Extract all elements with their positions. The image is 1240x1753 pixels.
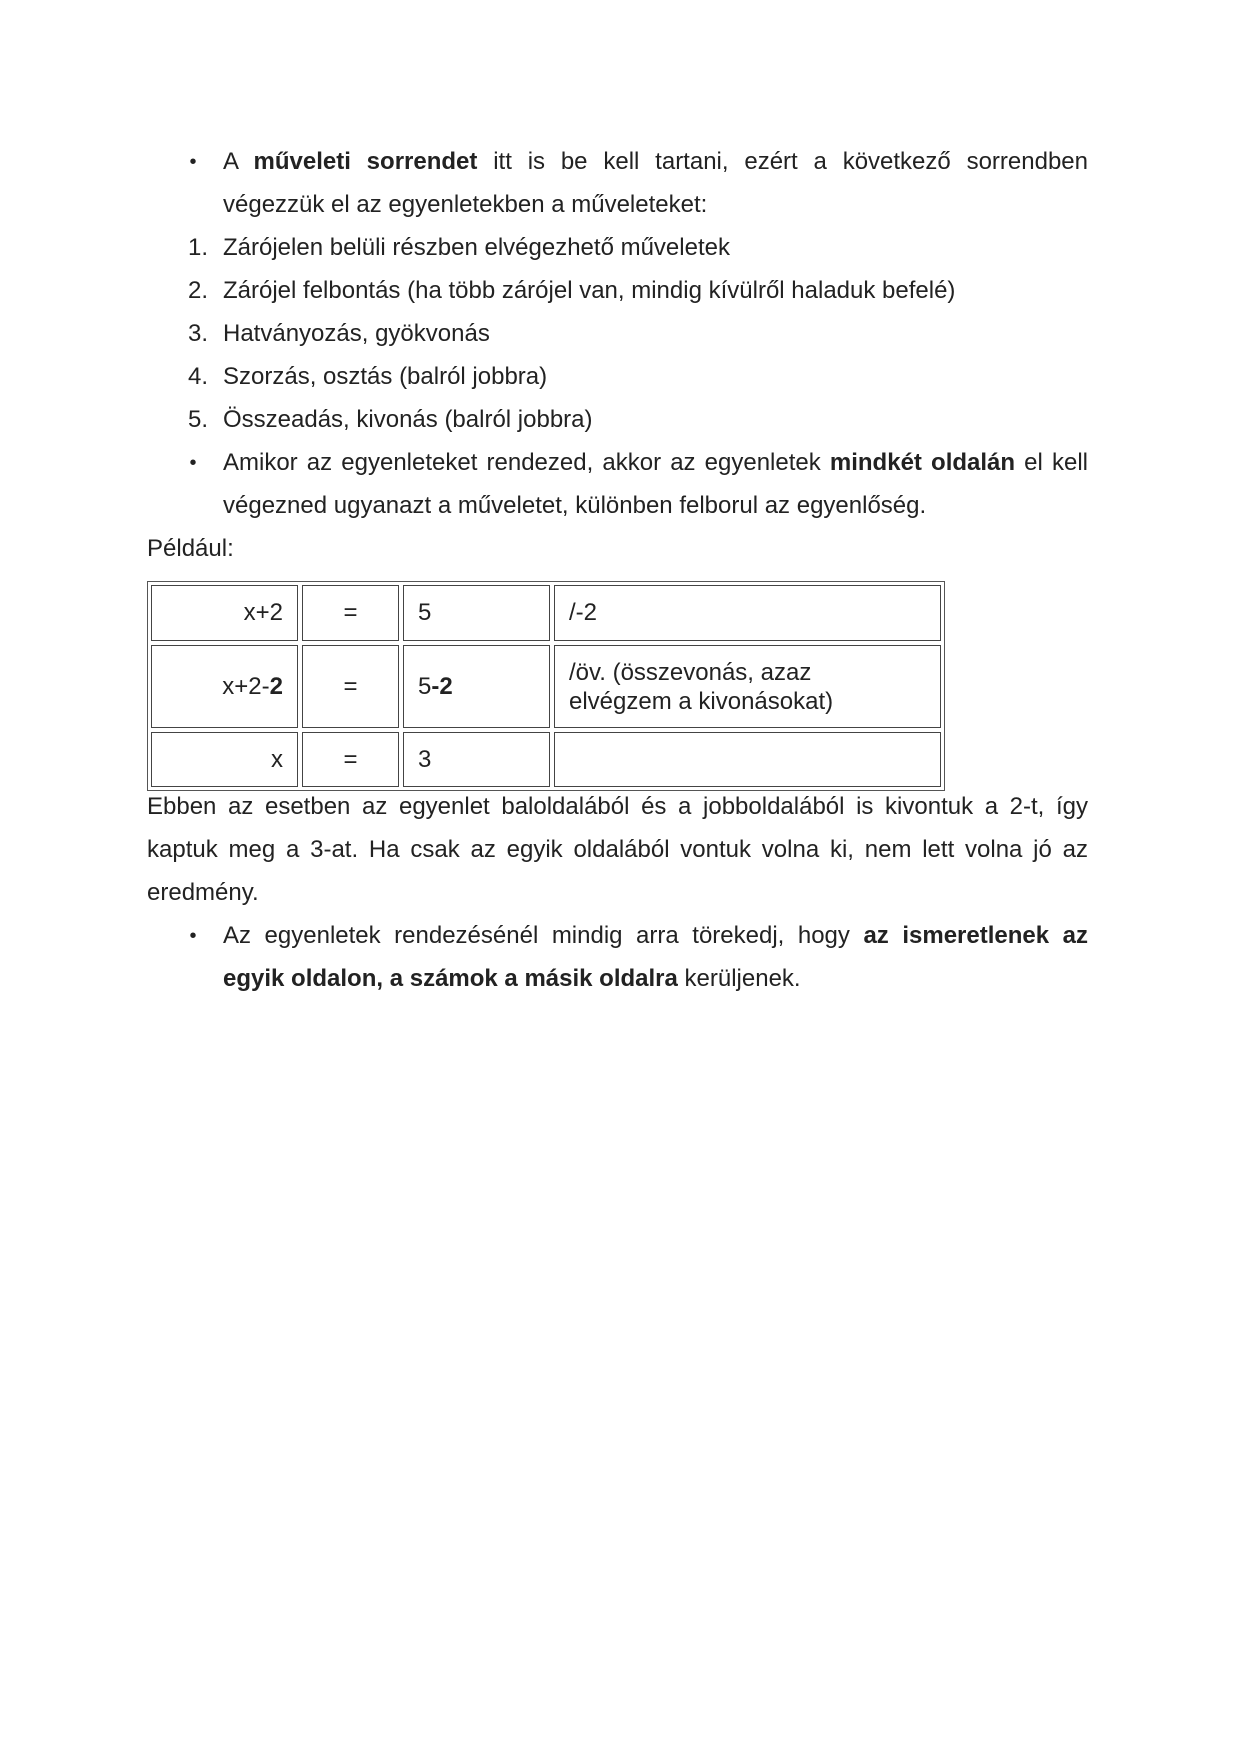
left-expr-bold: 2 [269, 672, 283, 700]
rule2-text-post: el kell [1015, 449, 1088, 476]
bullet-icon: • [189, 151, 197, 173]
rule3-bold-2: egyik oldalon, a számok a másik oldalra [223, 965, 678, 992]
table-cell-note [554, 732, 941, 787]
right-expr: 5 [418, 672, 432, 700]
table-cell-right: 5 [403, 585, 550, 641]
rule3-line-1 [223, 921, 1088, 951]
rule2-text-pre: Amikor az egyenleteket rendezed, akkor az egyenletek [223, 449, 830, 476]
table-cell-equals: = [302, 585, 399, 641]
table-cell-left: x [151, 732, 298, 787]
table-cell-equals: = [302, 645, 399, 728]
table-cell-note: /-2 [554, 585, 941, 641]
example-label: Például: [147, 535, 234, 562]
rule2-line-2: végezned ugyanazt a műveletet, különben felborul az egyenlőség. [223, 492, 927, 519]
note-text: /öv. (összevonás, azaz elvégzem a kivonásokat) [569, 658, 834, 715]
intro-bold: műveleti sorrendet [253, 148, 478, 175]
equation-table [147, 581, 945, 791]
rule3-line-2 [223, 964, 801, 994]
table-cell-equals: = [302, 732, 399, 787]
table-cell-left [151, 645, 298, 728]
bullet-icon: • [189, 925, 197, 947]
rule3-text-pre: Az egyenletek rendezésénél mindig arra törekedj, hogy [223, 922, 864, 949]
step-number: 2. [187, 277, 208, 304]
explanation-line-2: kaptuk meg a 3-at. Ha csak az egyik oldalából vontuk volna ki, nem lett volna jó az [147, 836, 1088, 863]
rule3-bold-1: az ismeretlenek az [863, 922, 1088, 949]
step-text: Zárójelen belüli részben elvégezhető műveletek [223, 234, 730, 261]
step-number: 1. [187, 234, 208, 261]
step-number: 4. [187, 363, 208, 390]
explanation-line-3: eredmény. [147, 879, 259, 906]
step-text: Zárójel felbontás (ha több zárójel van, mindig kívülről haladuk befelé) [223, 277, 956, 304]
intro-line-1 [223, 147, 1088, 177]
rule3-text-post: kerüljenek. [677, 965, 801, 992]
bullet-icon: • [189, 452, 197, 474]
step-text: Hatványozás, gyökvonás [223, 320, 490, 347]
left-expr: x+2- [222, 672, 270, 700]
intro-line-2: végezzük el az egyenletekben a műveleteket: [223, 191, 708, 218]
rule2-line-1 [223, 448, 1088, 478]
intro-text-pre: A [223, 148, 254, 175]
rule2-bold: mindkét oldalán [829, 449, 1016, 476]
table-cell-left: x+2 [151, 585, 298, 641]
table-cell-right [403, 645, 550, 728]
step-text: Szorzás, osztás (balról jobbra) [223, 363, 548, 390]
step-number: 3. [187, 320, 208, 347]
intro-text-post: itt is be kell tartani, ezért a következő sorrendben [477, 148, 1088, 175]
step-number: 5. [187, 406, 208, 433]
table-cell-note [554, 645, 941, 728]
table-cell-right: 3 [403, 732, 550, 787]
explanation-line-1: Ebben az esetben az egyenlet baloldalából és a jobboldalából is kivontuk a 2-t, így [147, 793, 1088, 820]
right-expr-bold: -2 [431, 672, 453, 700]
step-text: Összeadás, kivonás (balról jobbra) [223, 406, 593, 433]
